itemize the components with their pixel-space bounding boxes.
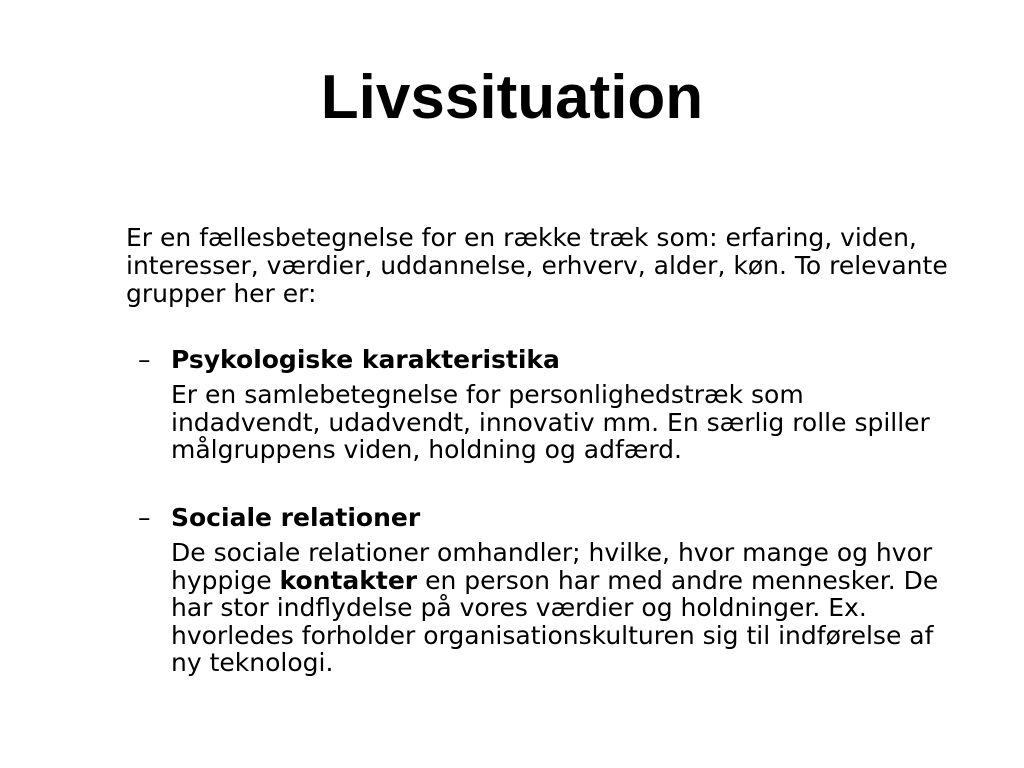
section-body-before: De sociale relationer omhandler; hvilke, hvor mange og hvor hyppige — [171, 538, 933, 595]
section-heading-row — [138, 345, 958, 375]
section-body-emphasis: kontakter — [279, 565, 418, 595]
section-body — [171, 539, 951, 677]
intro-paragraph: Er en fællesbetegnelse for en række træk som: erfaring, viden, interesser, værdier, uddannelse, erhverv, alder, køn. To relevante grupper her er: — [126, 223, 948, 308]
section-body: Er en samlebetegnelse for personlighedstræk som indadvendt, udadvendt, innovativ mm. En særlig rolle spiller målgruppens viden, holdning og adfærd. — [171, 380, 930, 464]
bullet-dash: – — [138, 503, 151, 532]
section-heading: Psykologiske karakteristika — [171, 345, 560, 374]
section-psychological — [138, 345, 958, 464]
section-body-after: en person har med andre mennesker. De har stor indflydelse på vores værdier og holdninger. Ex. hvorledes forholder organisationskulturen sig til indførelse af ny teknologi. — [171, 565, 939, 677]
bullet-dash: – — [138, 345, 151, 374]
section-social — [138, 503, 958, 677]
section-heading-row — [138, 503, 958, 533]
section-heading: Sociale relationer — [171, 503, 421, 532]
slide-title: Livssituation — [320, 63, 704, 132]
